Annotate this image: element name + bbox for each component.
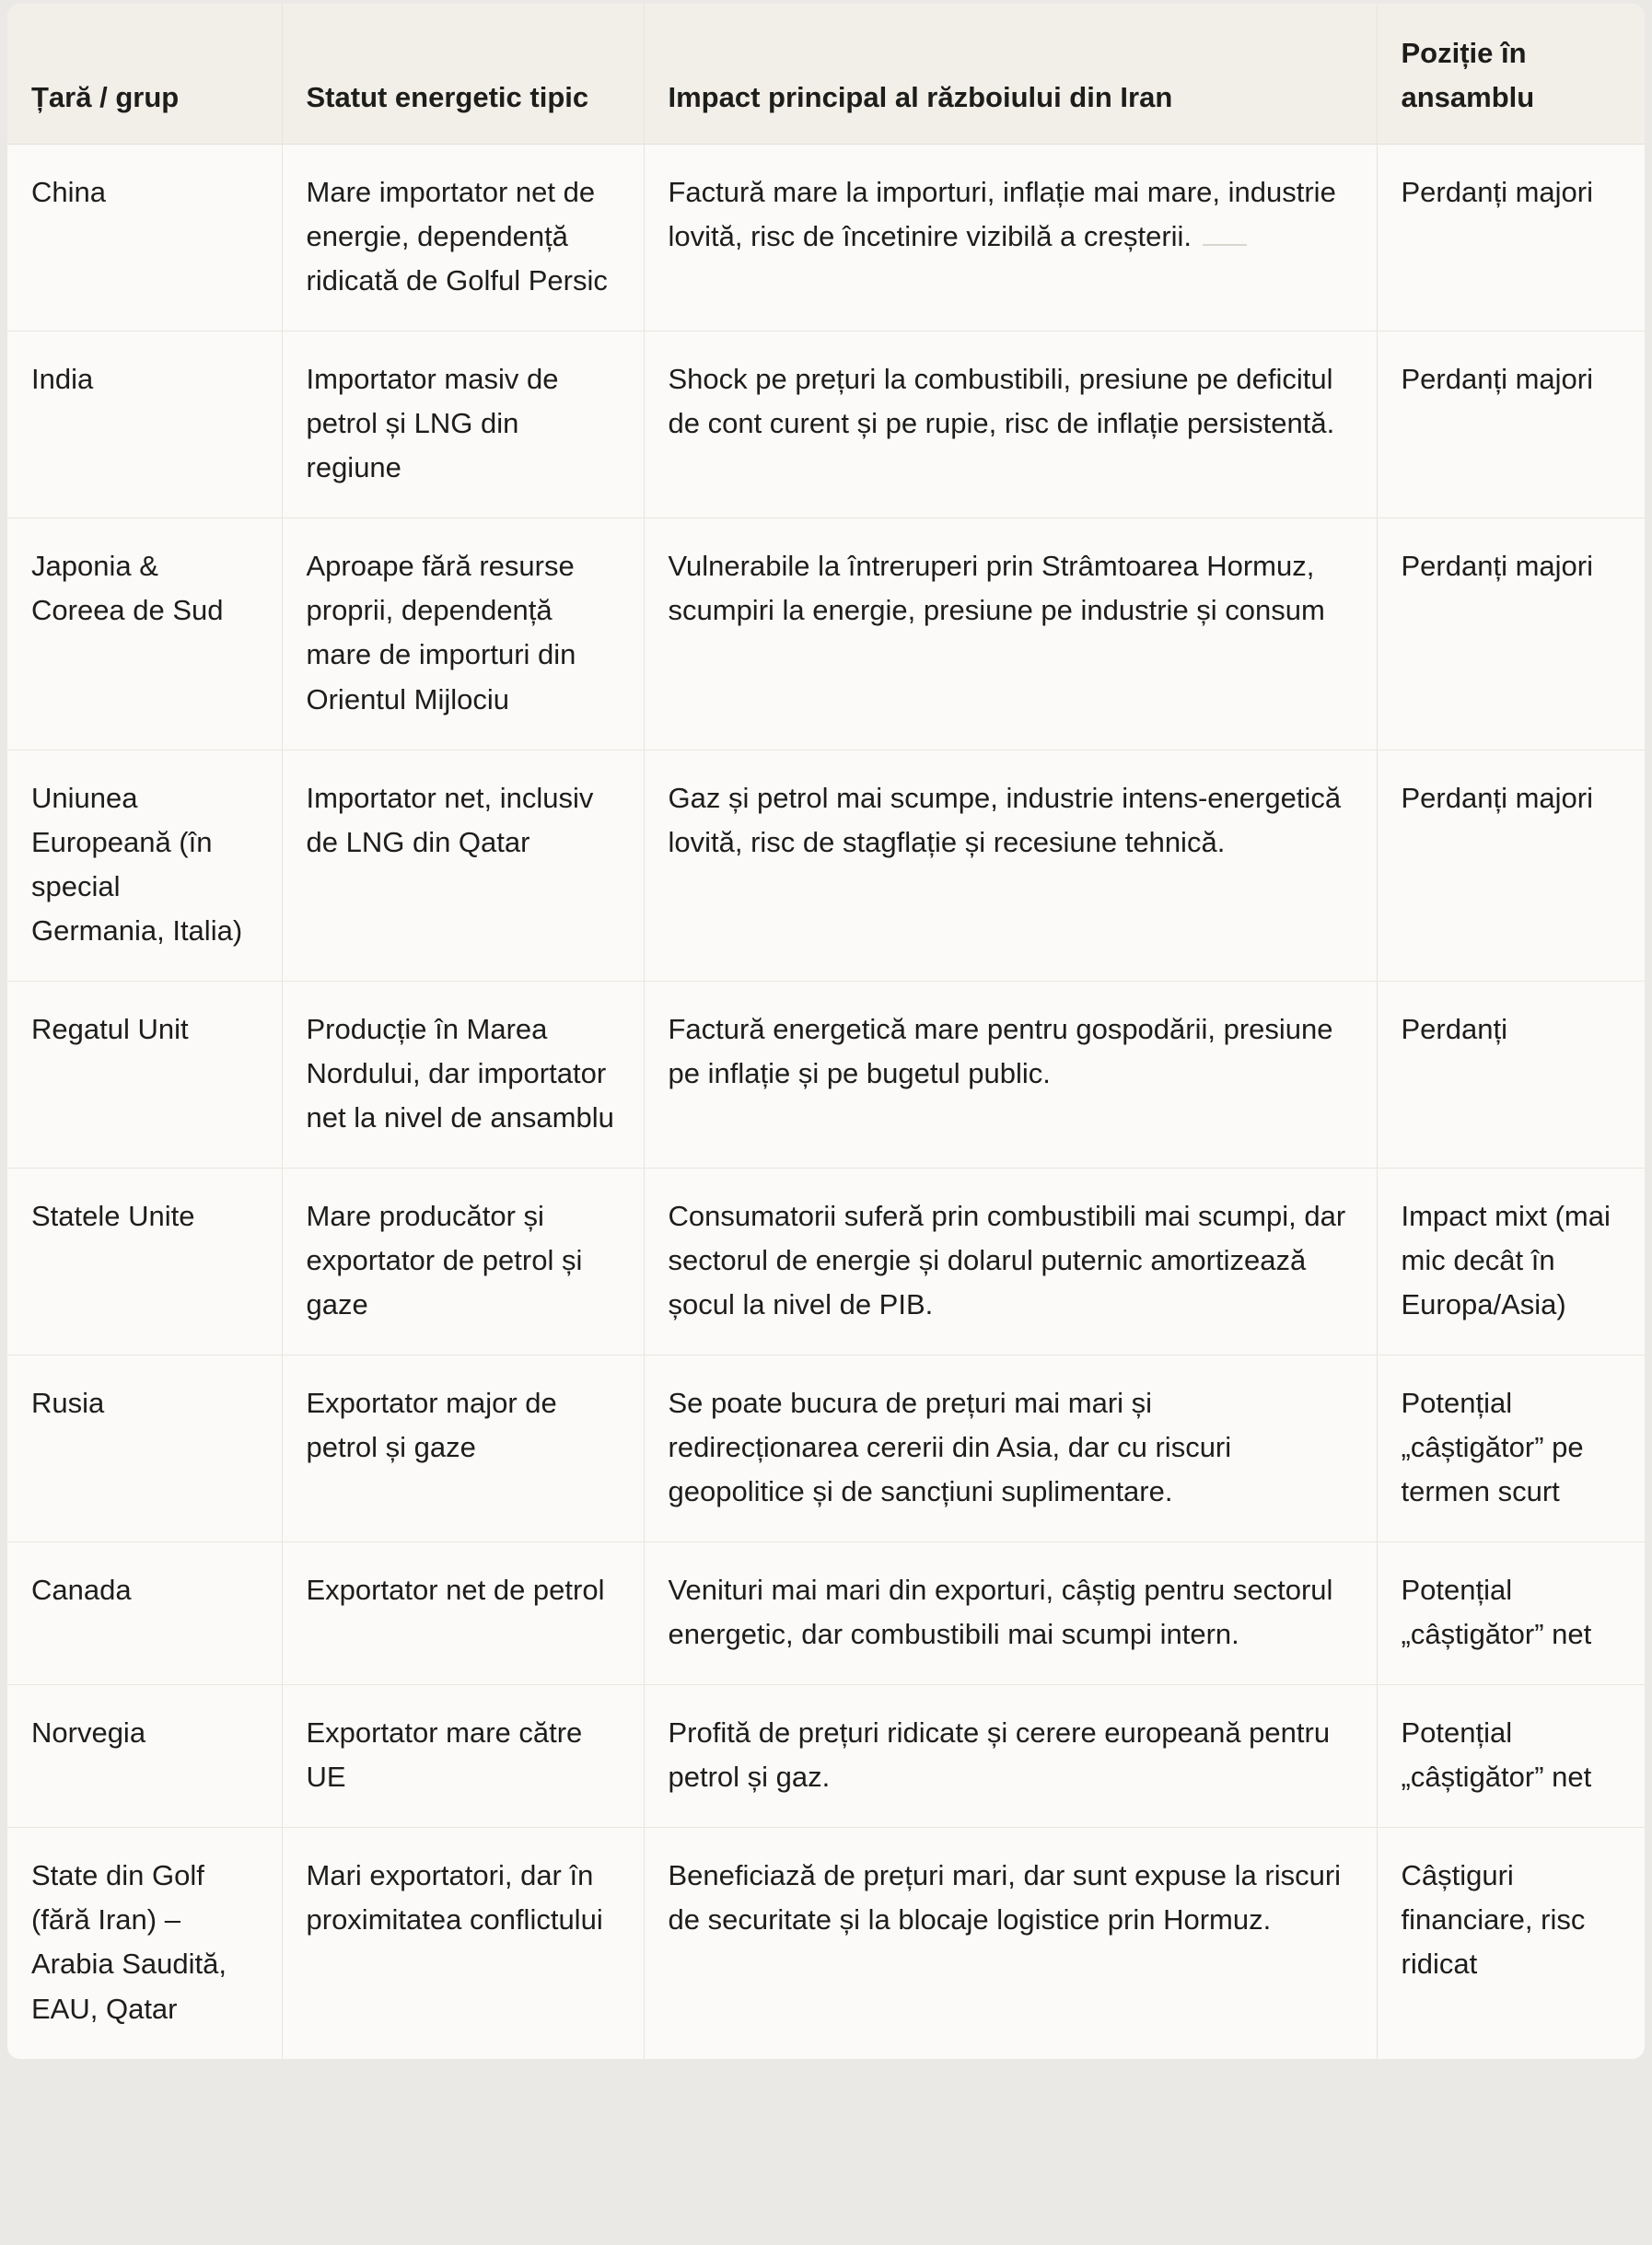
- table-row: [7, 1355, 1645, 1542]
- cell-country: [7, 518, 282, 750]
- cell-position: [1377, 1828, 1645, 2059]
- cell-status-text: Exportator net de petrol: [306, 1574, 605, 1607]
- cell-country: [7, 332, 282, 518]
- cell-status-text: Mare importator net de energie, dependență ridicată de Golful Persic: [306, 176, 608, 297]
- column-header-country: Țară / grup: [7, 4, 282, 145]
- cell-position: [1377, 145, 1645, 332]
- cell-status-text: Importator masiv de petrol și LNG din regiune: [306, 363, 559, 484]
- cell-position-text: Perdanți: [1401, 1012, 1507, 1045]
- cell-position-text: Potențial „câștigător” pe termen scurt: [1401, 1387, 1584, 1508]
- cell-country-text: State din Golf (fără Iran) – Arabia Saudită, EAU, Qatar: [31, 1859, 227, 2025]
- cell-impact: [644, 332, 1377, 518]
- table-row: [7, 750, 1645, 981]
- cell-country: [7, 1828, 282, 2059]
- energy-impact-table: [7, 4, 1645, 2059]
- cell-position: [1377, 981, 1645, 1168]
- cell-country-text: Statele Unite: [31, 1199, 195, 1232]
- cell-status: [282, 981, 644, 1168]
- cell-country-text: China: [31, 176, 106, 209]
- cell-position: [1377, 1355, 1645, 1542]
- cell-position: [1377, 1168, 1645, 1355]
- table-row: [7, 1168, 1645, 1355]
- cell-impact: [644, 518, 1377, 750]
- table-row: [7, 1685, 1645, 1828]
- table-row: [7, 1542, 1645, 1685]
- cell-impact-text: Venituri mai mari din exporturi, câștig pentru sectorul energetic, dar combustibili mai scumpi intern.: [668, 1574, 1333, 1651]
- cell-country-text: Japonia & Coreea de Sud: [31, 550, 224, 627]
- cell-position: [1377, 518, 1645, 750]
- table-body: [7, 145, 1645, 2059]
- table-card: [7, 4, 1645, 2059]
- cell-position-text: Perdanți majori: [1401, 781, 1593, 814]
- cell-position-text: Perdanți majori: [1401, 363, 1593, 396]
- cell-status-text: Importator net, inclusiv de LNG din Qatar: [306, 781, 594, 858]
- cell-country-text: Uniunea Europeană (în special Germania, Italia): [31, 781, 243, 947]
- cell-country-text: Rusia: [31, 1387, 105, 1420]
- cell-status: [282, 1355, 644, 1542]
- cell-impact-text: Gaz și petrol mai scumpe, industrie intens-energetică lovită, risc de stagflație și recesiune tehnică.: [668, 781, 1342, 858]
- cell-impact: [644, 750, 1377, 981]
- column-header-impact: Impact principal al războiului din Iran: [644, 4, 1377, 145]
- cell-impact: [644, 1685, 1377, 1828]
- cell-status: [282, 1685, 644, 1828]
- cell-country: [7, 1355, 282, 1542]
- table-row: [7, 518, 1645, 750]
- cell-country: [7, 1542, 282, 1685]
- cell-impact: [644, 1828, 1377, 2059]
- column-header-position: Poziție în ansamblu: [1377, 4, 1645, 145]
- cell-position-text: Perdanți majori: [1401, 550, 1593, 583]
- table-header: [7, 4, 1645, 145]
- cell-country: [7, 750, 282, 981]
- cell-status: [282, 1168, 644, 1355]
- cell-impact: [644, 1168, 1377, 1355]
- cell-impact: [644, 981, 1377, 1168]
- table-row: [7, 332, 1645, 518]
- cell-country: [7, 1685, 282, 1828]
- cell-impact-text: Consumatorii suferă prin combustibili mai scumpi, dar sectorul de energie și dolarul puternic amortizează șocul la nivel de PIB.: [668, 1199, 1346, 1320]
- cell-country: [7, 981, 282, 1168]
- cell-position-text: Potențial „câștigător” net: [1401, 1716, 1592, 1794]
- cell-country-text: India: [31, 363, 94, 396]
- cell-position-text: Potențial „câștigător” net: [1401, 1574, 1592, 1651]
- cell-impact-text: Factură energetică mare pentru gospodării, presiune pe inflație și pe bugetul public.: [668, 1012, 1333, 1089]
- cell-status: [282, 1542, 644, 1685]
- cell-impact: [644, 1355, 1377, 1542]
- cell-impact-text: Se poate bucura de prețuri mai mari și redirecționarea cererii din Asia, dar cu riscuri geopolitice și de sancțiuni suplimentare.: [668, 1387, 1232, 1508]
- table-row: [7, 145, 1645, 332]
- cell-country: [7, 145, 282, 332]
- cell-impact-text: Vulnerabile la întreruperi prin Strâmtoarea Hormuz, scumpiri la energie, presiune pe industrie și consum: [668, 550, 1325, 627]
- cell-position: [1377, 750, 1645, 981]
- cell-position-text: Perdanți majori: [1401, 176, 1593, 209]
- cell-position: [1377, 1542, 1645, 1685]
- cell-impact-text: Factură mare la importuri, inflație mai mare, industrie lovită, risc de încetinire vizibilă a creșterii.: [668, 176, 1336, 253]
- column-header-status: Statut energetic tipic: [282, 4, 644, 145]
- table-row: [7, 981, 1645, 1168]
- cell-position: [1377, 332, 1645, 518]
- cell-impact-text: Profită de prețuri ridicate și cerere europeană pentru petrol și gaz.: [668, 1716, 1331, 1794]
- cell-status-text: Aproape fără resurse proprii, dependență mare de importuri din Orientul Mijlociu: [306, 550, 576, 715]
- cell-impact: [644, 1542, 1377, 1685]
- cell-impact: [644, 145, 1377, 332]
- cell-status-text: Mari exportatori, dar în proximitatea conflictului: [306, 1859, 603, 1937]
- header-row: [7, 4, 1645, 145]
- cell-country-text: Regatul Unit: [31, 1012, 189, 1045]
- citation-underline-link[interactable]: [1203, 217, 1247, 246]
- cell-country-text: Canada: [31, 1574, 132, 1607]
- cell-position: [1377, 1685, 1645, 1828]
- cell-status-text: Mare producător și exportator de petrol și gaze: [306, 1199, 583, 1320]
- cell-status-text: Exportator mare către UE: [306, 1716, 583, 1794]
- cell-status: [282, 750, 644, 981]
- cell-status-text: Producție în Marea Nordului, dar importator net la nivel de ansamblu: [306, 1012, 614, 1134]
- cell-status: [282, 332, 644, 518]
- cell-status-text: Exportator major de petrol și gaze: [306, 1387, 557, 1464]
- table-row: [7, 1828, 1645, 2059]
- cell-position-text: Câștiguri financiare, risc ridicat: [1401, 1859, 1586, 1981]
- cell-position-text: Impact mixt (mai mic decât în Europa/Asia): [1401, 1199, 1611, 1320]
- cell-country: [7, 1168, 282, 1355]
- cell-status: [282, 1828, 644, 2059]
- cell-status: [282, 518, 644, 750]
- cell-status: [282, 145, 644, 332]
- cell-country-text: Norvegia: [31, 1716, 146, 1750]
- cell-impact-text: Beneficiază de prețuri mari, dar sunt expuse la riscuri de securitate și la blocaje logistice prin Hormuz.: [668, 1859, 1342, 1937]
- cell-impact-text: Shock pe prețuri la combustibili, presiune pe deficitul de cont curent și pe rupie, risc de inflație persistentă.: [668, 363, 1335, 440]
